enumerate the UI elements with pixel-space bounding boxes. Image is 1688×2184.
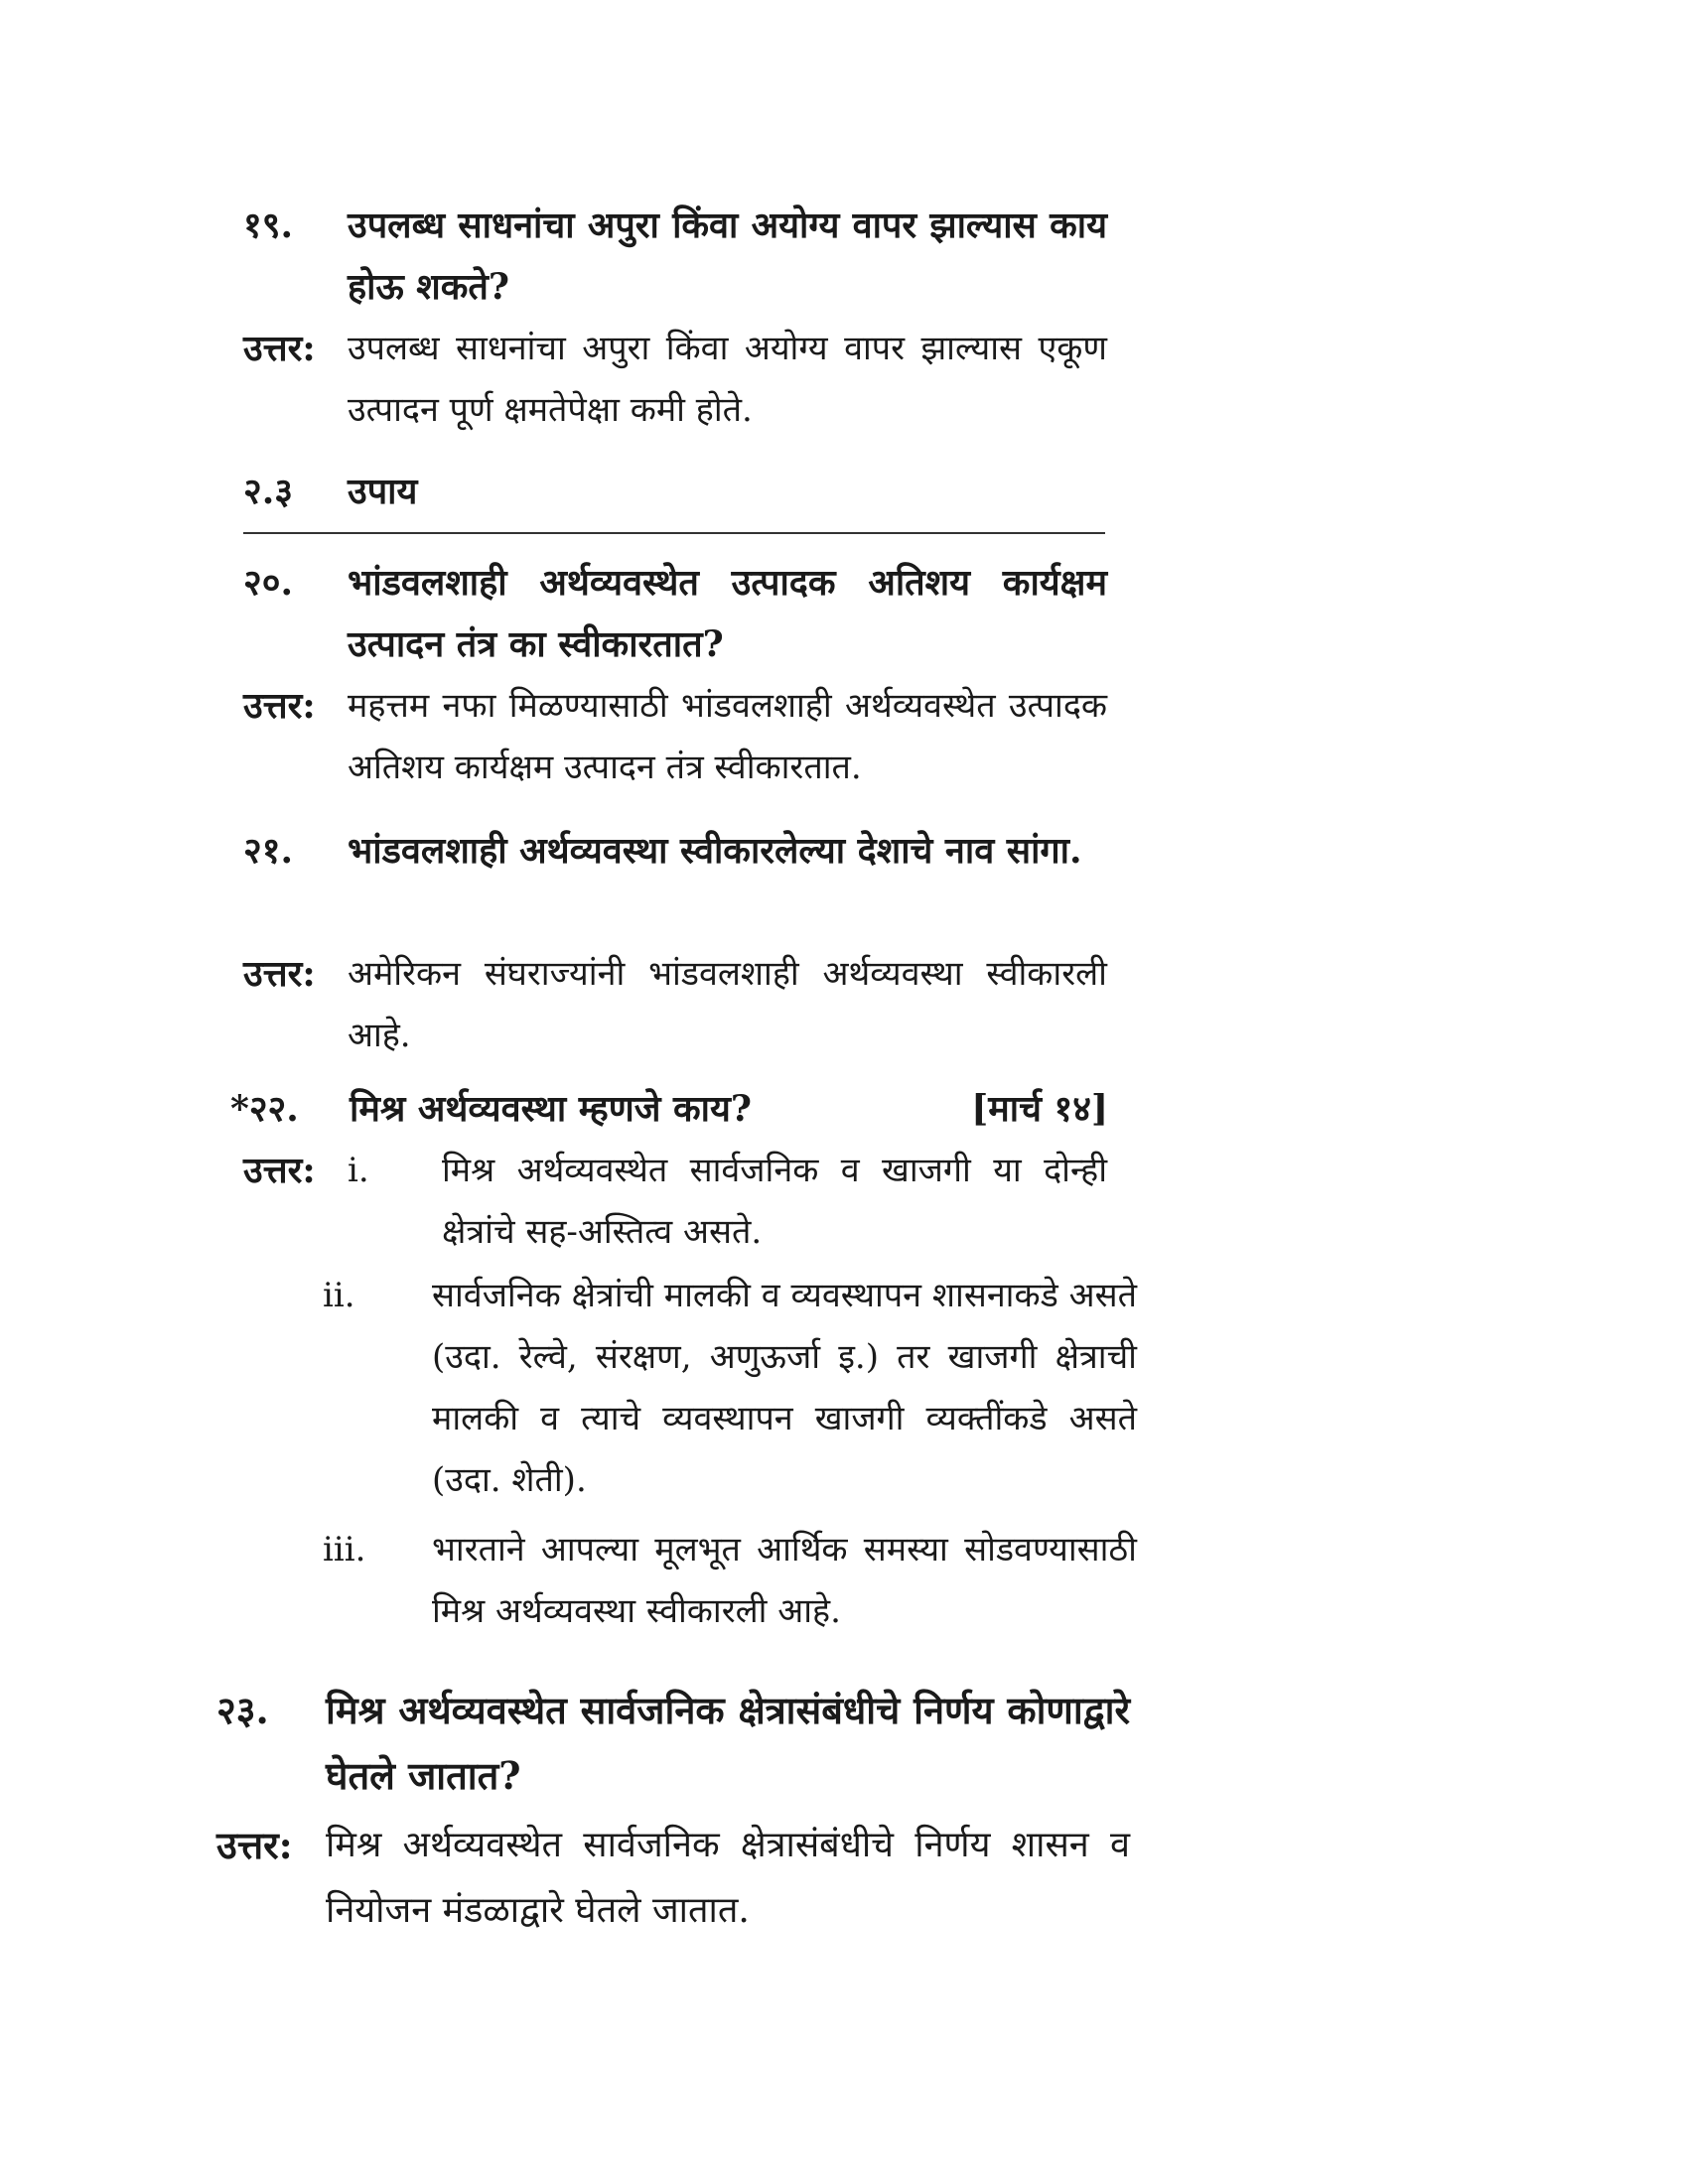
- answer-text: उपलब्ध साधनांचा अपुरा किंवा अयोग्य वापर झाल्यास एकूण उत्पादन पूर्ण क्षमतेपेक्षा कमी होते.: [348, 329, 1107, 430]
- question-text: भांडवलशाही अर्थव्यवस्था स्वीकारलेल्या देशाचे नाव सांगा.: [348, 830, 1082, 872]
- answer-22-point-3: [323, 1519, 1137, 1642]
- answer-label: उत्तर:: [243, 953, 316, 995]
- question-number: २१.: [243, 830, 293, 872]
- question-23: [216, 1678, 1130, 1807]
- section-heading: [243, 461, 1107, 522]
- answer-20: [243, 675, 1107, 798]
- section-divider: [243, 532, 1105, 534]
- answer-23: [216, 1813, 1130, 1944]
- answer-label: उत्तर:: [216, 1823, 293, 1867]
- question-number: २३.: [216, 1688, 269, 1732]
- question-text: मिश्र अर्थव्यवस्थेत सार्वजनिक क्षेत्रासंबंधीचे निर्णय कोणाद्वारे घेतले जातात?: [326, 1688, 1130, 1798]
- exam-reference: [मार्च १४]: [971, 1088, 1108, 1130]
- question-text: उपलब्ध साधनांचा अपुरा किंवा अयोग्य वापर झाल्यास काय होऊ शकते?: [348, 205, 1107, 308]
- answer-19: [243, 318, 1107, 441]
- question-text: मिश्र अर्थव्यवस्था म्हणजे काय?: [350, 1088, 752, 1130]
- section-title: उपाय: [348, 471, 418, 512]
- question-text: भांडवलशाही अर्थव्यवस्थेत उत्पादक अतिशय कार्यक्षम उत्पादन तंत्र का स्वीकारतात?: [348, 562, 1107, 665]
- point-text: भारताने आपल्या मूलभूत आर्थिक समस्या सोडवण्यासाठी मिश्र अर्थव्यवस्था स्वीकारली आहे.: [432, 1530, 1137, 1631]
- answer-text: मिश्र अर्थव्यवस्थेत सार्वजनिक क्षेत्रासंबंधीचे निर्णय शासन व नियोजन मंडळाद्वारे घेतले जातात.: [326, 1825, 1130, 1931]
- question-number: १९.: [243, 205, 293, 246]
- question-20: [243, 552, 1107, 675]
- point-label: ii.: [323, 1276, 355, 1315]
- question-22: [230, 1078, 1108, 1140]
- answer-21: [243, 943, 1107, 1066]
- answer-text: महत्तम नफा मिळण्यासाठी भांडवलशाही अर्थव्यवस्थेत उत्पादक अतिशय कार्यक्षम उत्पादन तंत्र स्वीकारतात.: [348, 686, 1107, 787]
- answer-label: उत्तर:: [243, 1150, 316, 1191]
- question-19: [243, 195, 1107, 318]
- answer-label: उत्तर:: [243, 685, 316, 727]
- point-label: iii.: [323, 1530, 366, 1570]
- answer-label: उत्तर:: [243, 328, 316, 369]
- question-21: [243, 820, 1107, 943]
- point-label: i.: [348, 1151, 369, 1190]
- section-number: २.३: [243, 471, 293, 512]
- point-text: मिश्र अर्थव्यवस्थेत सार्वजनिक व खाजगी या दोन्ही क्षेत्रांचे सह-अस्तित्व असते.: [442, 1151, 1107, 1252]
- answer-22-point-2: [323, 1265, 1137, 1511]
- answer-text: अमेरिकन संघराज्यांनी भांडवलशाही अर्थव्यवस्था स्वीकारली आहे.: [348, 954, 1107, 1055]
- answer-22-point-1: [243, 1140, 1117, 1263]
- point-text: सार्वजनिक क्षेत्रांची मालकी व व्यवस्थापन शासनाकडे असते (उदा. रेल्वे, संरक्षण, अणुऊर्जा इ.) तर खाजगी क्षेत्राची मालकी व त्याचे व्यवस्थापन खाजगी व्यक्तींकडे असते (उदा. शेती).: [432, 1276, 1137, 1500]
- question-number: २०.: [243, 562, 293, 604]
- question-number: *२२.: [230, 1088, 299, 1130]
